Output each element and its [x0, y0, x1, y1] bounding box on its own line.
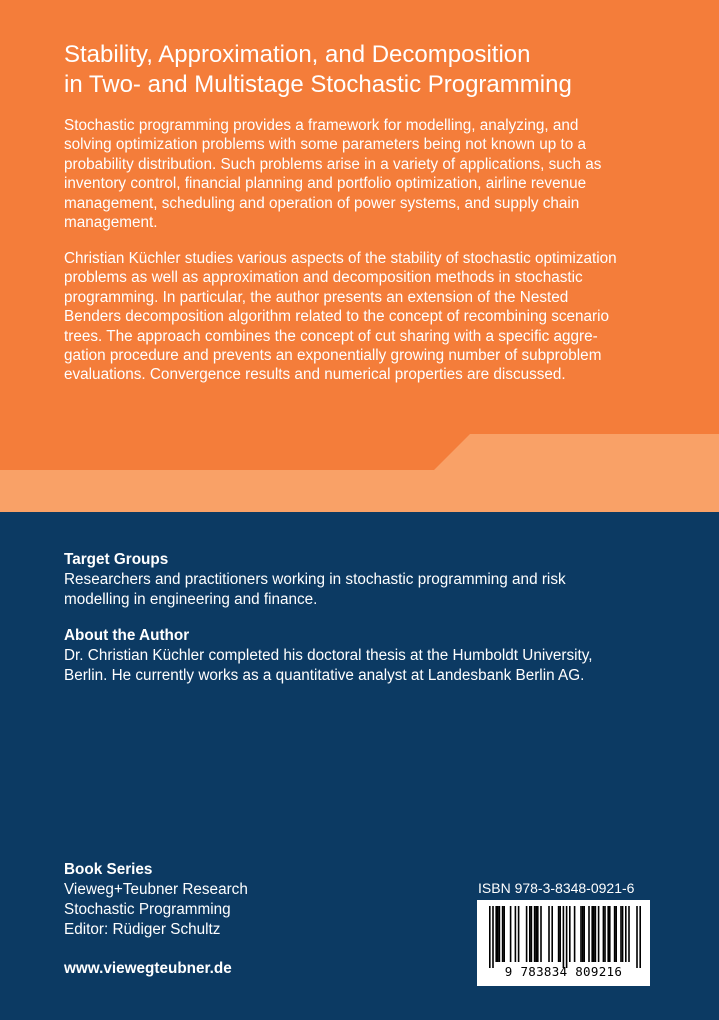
barcode-bar [574, 906, 576, 962]
paragraph-line: inventory control, financial planning and portfolio optimization, airline revenue [64, 175, 587, 193]
barcode-bar [591, 906, 593, 962]
book-title [64, 40, 704, 100]
barcode-bar [569, 906, 571, 962]
paragraph-line: evaluations. Convergence results and numerical properties are discussed. [64, 366, 566, 384]
paragraph-line: trees. The approach combines the concept of cut sharing with a specific aggre- [64, 327, 598, 345]
paragraph-line: programming. In particular, the author presents an extension of the Nested [64, 288, 569, 306]
barcode-digits: 9 783834 809216 [504, 964, 623, 979]
barcode-bar [558, 906, 560, 962]
barcode-bar [607, 906, 609, 962]
paragraph-line: solving optimization problems with some parameters being not known up to a [64, 136, 587, 154]
barcode-bar [639, 906, 641, 968]
barcode-bar [499, 906, 501, 962]
publisher-url[interactable]: www.viewegteubner.de [64, 960, 232, 977]
barcode-bar [497, 906, 499, 962]
title-line-1: Stability, Approximation, and Decomposition [64, 41, 531, 68]
barcode-bar [614, 906, 616, 962]
paragraph-line: problems as well as approximation and decomposition methods in stochastic [64, 269, 583, 287]
paragraph-line: Benders decomposition algorithm related to the concept of recombining scenario [64, 308, 610, 326]
barcode-bar [510, 906, 512, 962]
about-author-heading: About the Author [64, 627, 190, 644]
barcode-bar [583, 906, 585, 962]
barcode-bar [566, 906, 568, 968]
barcode-bar [636, 906, 638, 968]
barcode-bar [620, 906, 622, 962]
book-series-line: Stochastic Programming [64, 901, 231, 918]
barcode-bar [526, 906, 528, 962]
target-groups-line: modelling in engineering and finance. [64, 591, 318, 608]
barcode-bar [518, 906, 520, 962]
barcode-bar [595, 906, 597, 962]
barcode-bar [540, 906, 542, 962]
target-groups-section [64, 550, 684, 610]
barcode-bar [582, 906, 584, 962]
paragraph-line: management, scheduling and operation of power systems, and supply chain [64, 194, 580, 212]
barcode-bar [628, 906, 630, 962]
description-paragraph-1 [64, 116, 696, 232]
barcode-bar [548, 906, 550, 962]
barcode-bar [535, 906, 537, 962]
barcode-bar [563, 906, 565, 968]
title-line-2: in Two- and Multistage Stochastic Programming [64, 71, 572, 98]
barcode-bar [559, 906, 561, 962]
barcode-bar [609, 906, 611, 962]
barcode-bar [515, 906, 517, 962]
about-author-section [64, 626, 684, 686]
paragraph-line: probability distribution. Such problems arise in a variety of applications, such as [64, 155, 602, 173]
barcode-bar [534, 906, 536, 962]
paragraph-line: management. [64, 214, 158, 232]
book-series-heading: Book Series [64, 861, 153, 878]
barcode-bar [503, 906, 505, 962]
barcode-bar [604, 906, 606, 962]
barcode-bar [593, 906, 595, 962]
target-groups-heading: Target Groups [64, 551, 169, 568]
barcode-bar [588, 906, 590, 962]
barcode-bar [603, 906, 605, 962]
book-series-line: Vieweg+Teubner Research [64, 881, 248, 898]
barcode-bar [615, 906, 617, 962]
barcode-bar [492, 906, 494, 968]
description-paragraph-2 [64, 249, 696, 385]
book-series-line: Editor: Rüdiger Schultz [64, 921, 221, 938]
barcode-bar [495, 906, 497, 962]
about-author-line: Dr. Christian Küchler completed his doctoral thesis at the Humboldt University, [64, 647, 593, 664]
barcode-bar [622, 906, 624, 962]
barcode-bar [531, 906, 533, 962]
barcode-bar [551, 906, 553, 962]
barcode [477, 900, 650, 986]
isbn-label: ISBN 978-3-8348-0921-6 [478, 880, 635, 896]
paragraph-line: Stochastic programming provides a framework for modelling, analyzing, and [64, 117, 579, 134]
barcode-bar [489, 906, 491, 968]
target-groups-line: Researchers and practitioners working in stochastic programming and risk [64, 571, 566, 588]
barcode-bar [598, 906, 600, 962]
barcode-bar [502, 906, 504, 962]
barcode-bar [580, 906, 582, 962]
paragraph-line: gation procedure and prevents an exponentially growing number of subproblem [64, 347, 602, 365]
about-author-line: Berlin. He currently works as a quantitative analyst at Landesbank Berlin AG. [64, 667, 585, 684]
barcode-bar [529, 906, 531, 962]
barcode-bar [537, 906, 539, 962]
paragraph-line: Christian Küchler studies various aspects of the stability of stochastic optimization [64, 250, 617, 267]
barcode-bar [625, 906, 627, 962]
